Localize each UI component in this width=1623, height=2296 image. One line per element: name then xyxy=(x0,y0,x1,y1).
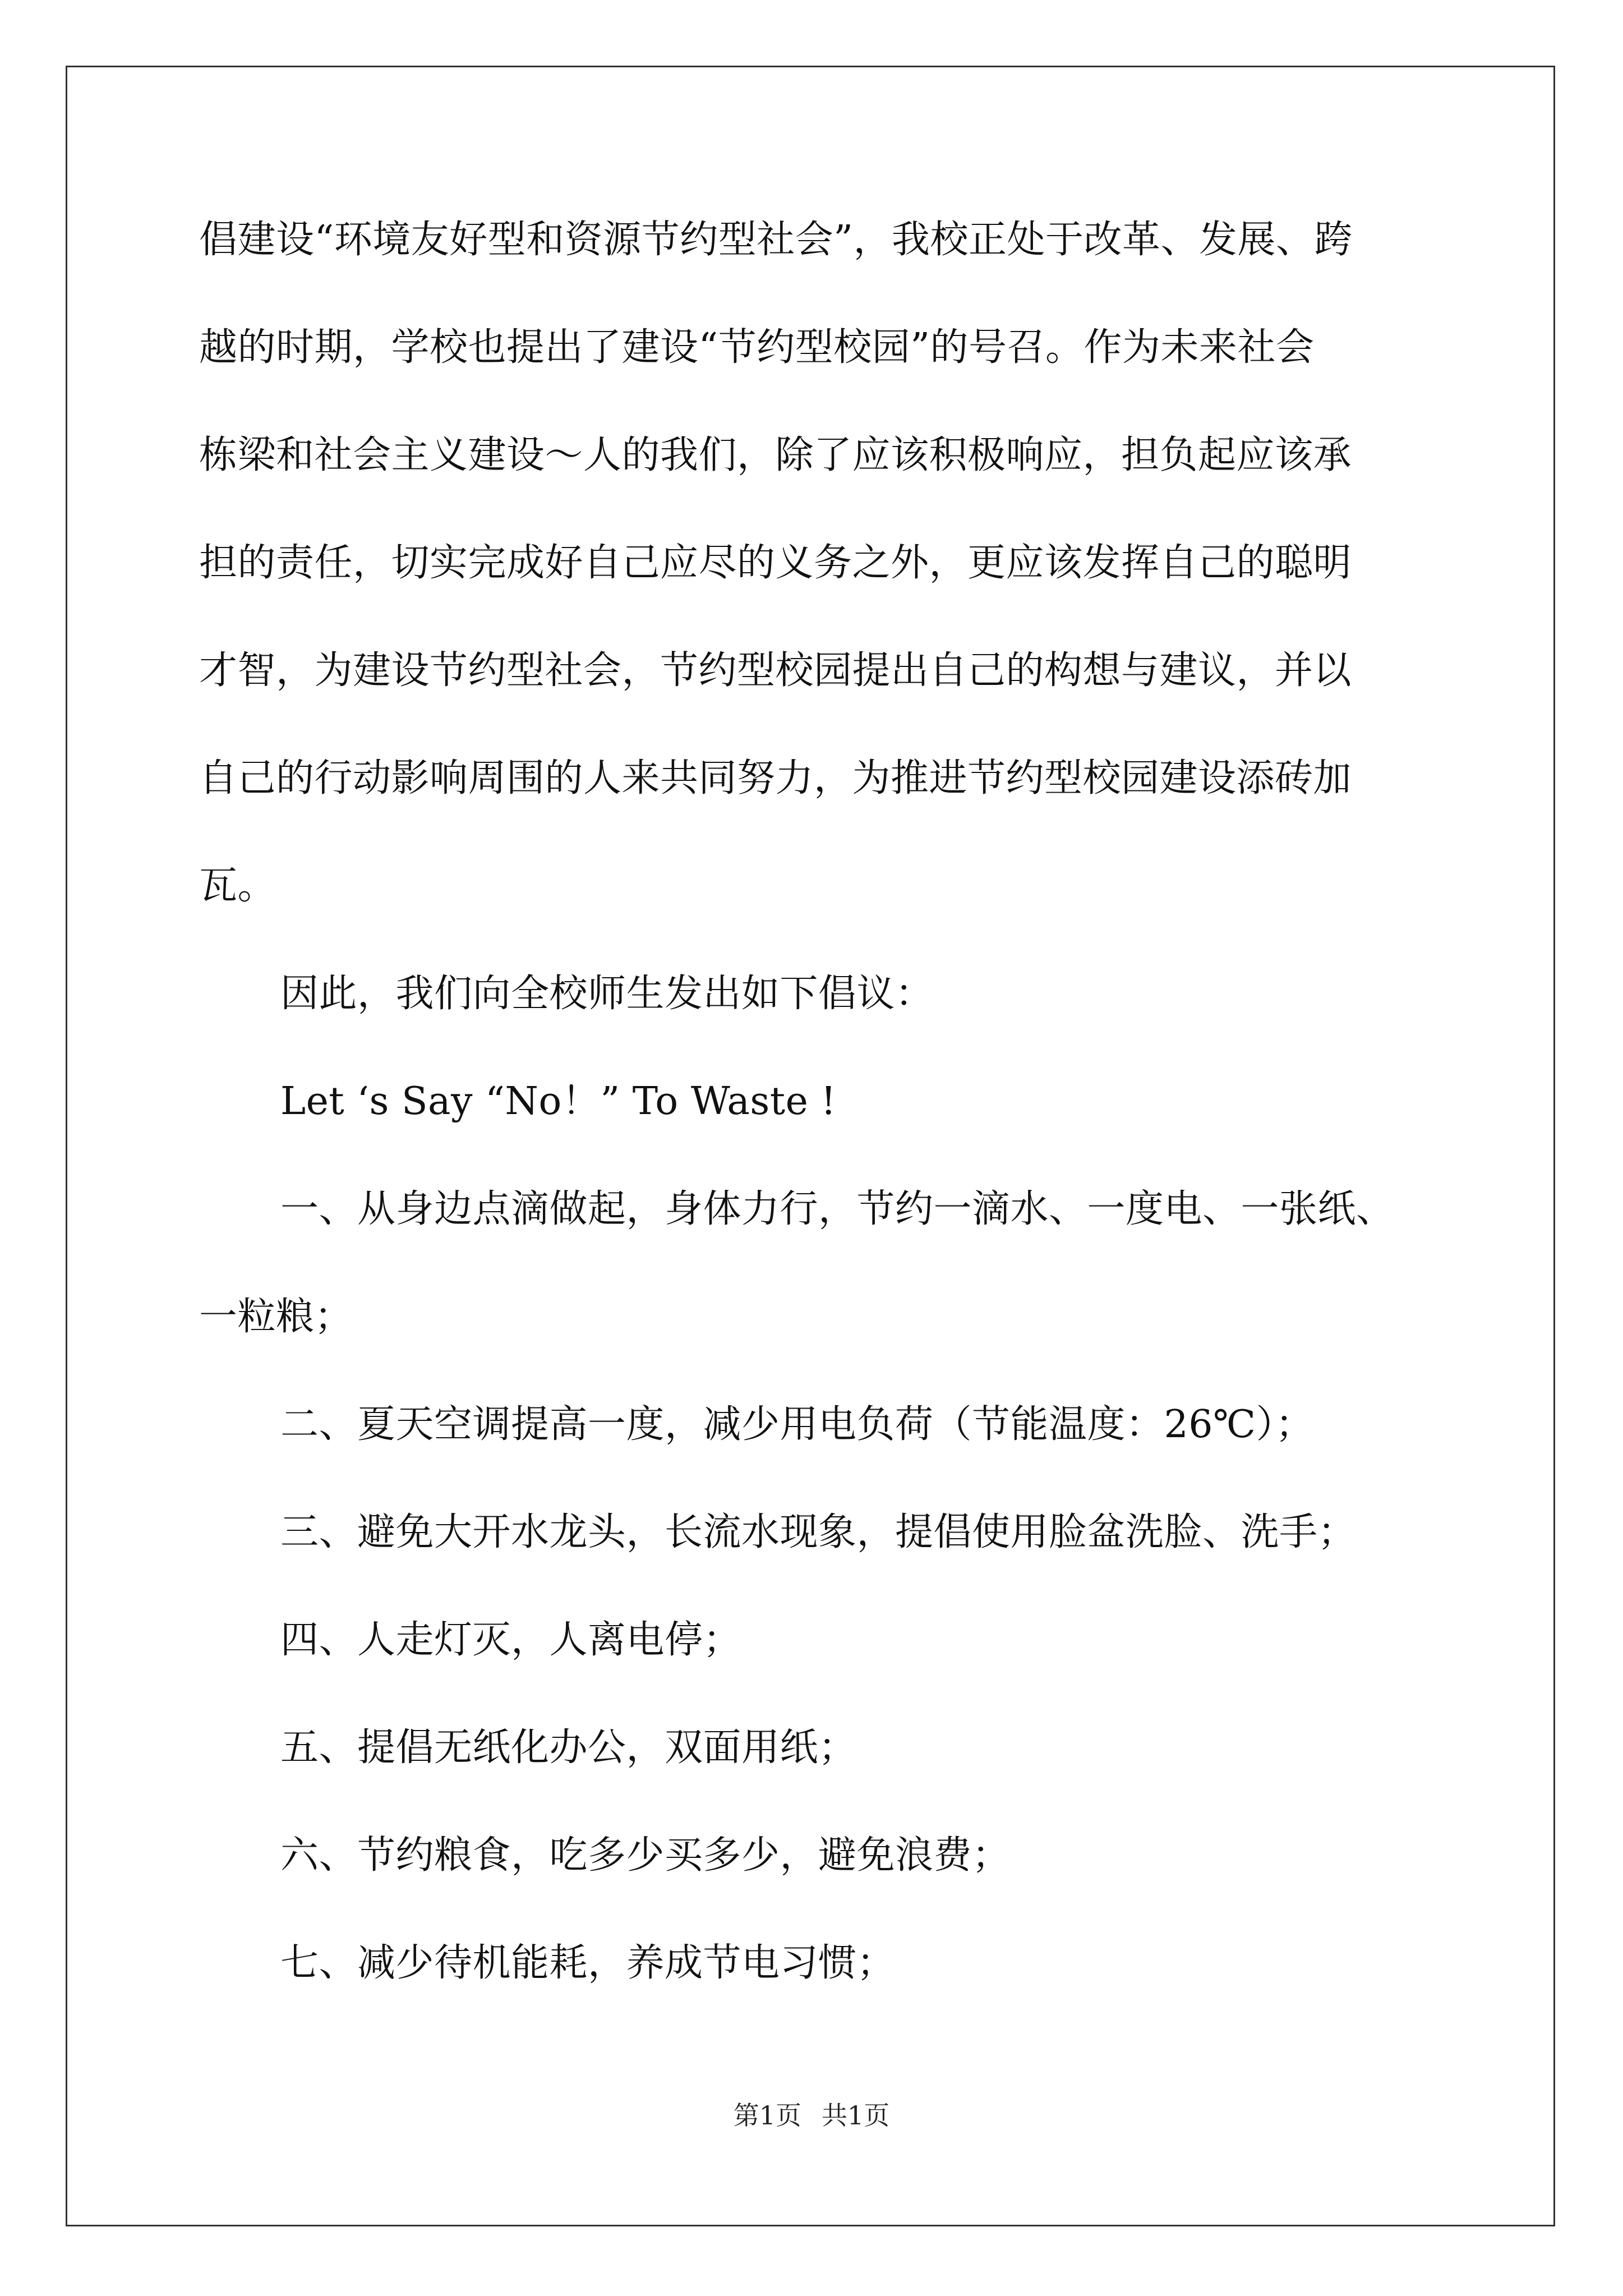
paragraph-line: 自己的行动影响周围的人来共同努力，为推进节约型校园建设添砖加 xyxy=(199,756,1352,800)
proposal-intro: 因此，我们向全校师生发出如下倡议： xyxy=(280,972,934,1016)
proposal-item-1: 一、从身边点滴做起，身体力行，节约一滴水、一度电、一张纸、 xyxy=(280,1187,1395,1231)
proposal-item-2: 二、夏天空调提高一度，减少用电负荷（节能温度：26℃）； xyxy=(280,1402,1314,1447)
slogan: Let ‘s Say “No！” To Waste ! xyxy=(280,1079,837,1124)
page-footer xyxy=(0,2095,1623,2132)
proposal-item-7: 七、减少待机能耗，养成节电习惯； xyxy=(280,1941,896,1985)
proposal-item-4: 四、人走灯灭，人离电停； xyxy=(280,1618,742,1662)
paragraph-line: 栋梁和社会主义建设～人的我们，除了应该积极响应，担负起应该承 xyxy=(199,433,1352,477)
paragraph-line: 担的责任，切实完成好自己应尽的义务之外，更应该发挥自己的聪明 xyxy=(199,541,1352,585)
proposal-item-3: 三、避免大开水龙头，长流水现象，提倡使用脸盆洗脸、洗手； xyxy=(280,1510,1357,1554)
proposal-item-1-continued: 一粒粮； xyxy=(199,1295,353,1339)
paragraph-line: 越的时期，学校也提出了建设“节约型校园”的号召。作为未来社会 xyxy=(199,325,1315,370)
paragraph-line: 才智，为建设节约型社会，节约型校园提出自己的构想与建议，并以 xyxy=(199,648,1352,693)
paragraph-line: 倡建设“环境友好型和资源节约型社会”，我校正处于改革、发展、跨 xyxy=(199,218,1353,262)
paragraph-line: 瓦。 xyxy=(199,864,276,908)
page-number: 第1页 xyxy=(733,2100,801,2131)
document-body xyxy=(199,213,1450,2044)
proposal-item-6: 六、节约粮食，吃多少买多少，避免浪费； xyxy=(280,1833,1011,1878)
proposal-item-5: 五、提倡无纸化办公，双面用纸； xyxy=(280,1726,857,1770)
page-total: 共1页 xyxy=(822,2100,890,2131)
